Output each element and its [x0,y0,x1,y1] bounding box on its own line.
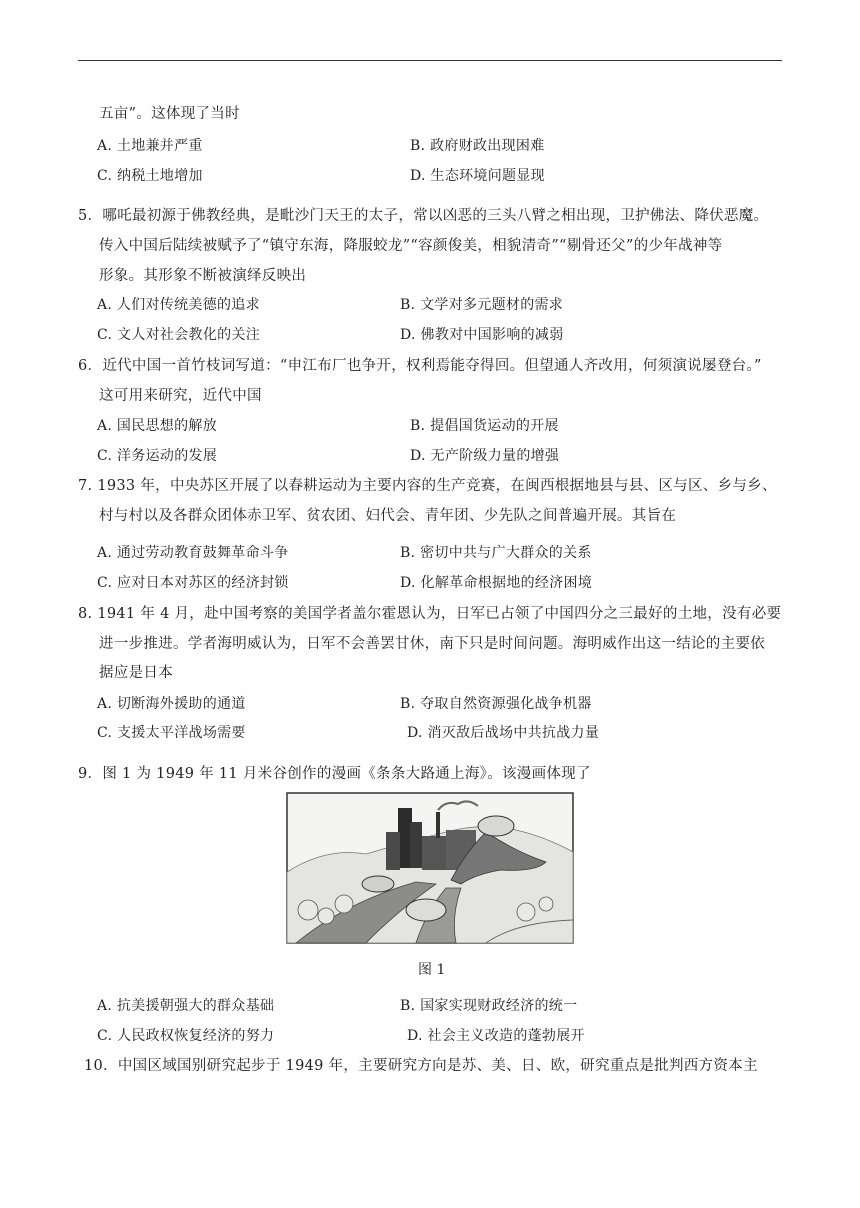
q7-stem-line1: 7. 1933 年，中央苏区开展了以春耕运动为主要内容的生产竞赛，在闽西根据地县与县、区与区、乡与乡、 [78,478,777,494]
q5-stem-line3: 形象。其形象不断被演绎反映出 [99,268,307,284]
q7-option-a[interactable]: A. 通过劳动教育鼓舞革命斗争 [97,545,289,561]
q5-option-a[interactable]: A. 人们对传统美德的追求 [97,297,260,313]
q6-option-b[interactable]: B. 提倡国货运动的开展 [410,418,559,434]
q10-stem-line1: 10．中国区域国别研究起步于 1949 年，主要研究方向是苏、美、日、欧，研究重点是批判西方资本主 [84,1058,758,1074]
q7-option-b[interactable]: B. 密切中共与广大群众的关系 [400,545,592,561]
q5-stem-line1: 5．哪吒最初源于佛教经典，是毗沙门天王的太子，常以凶恶的三头八臂之相出现，卫护佛法、降伏恶魔。 [78,208,769,224]
q6-stem-line2: 这可用来研究，近代中国 [99,388,262,404]
q9-option-b[interactable]: B. 国家实现财政经济的统一 [400,998,578,1014]
q8-stem-line1: 8. 1941 年 4 月，赴中国考察的美国学者盖尔霍恩认为，日军已占领了中国四分之三最好的土地，没有必要 [78,606,782,622]
header-rule [78,60,782,61]
cartoon-figure [286,792,574,944]
q4-option-c[interactable]: C. 纳税土地增加 [97,168,203,184]
q5-option-c[interactable]: C. 文人对社会教化的关注 [97,327,261,343]
q6-stem-line1: 6．近代中国一首竹枝词写道：“申江布厂也争开，权利焉能夺得回。但望通人齐改用，何须演说屡登台。” [78,358,762,374]
q7-option-c[interactable]: C. 应对日本对苏区的经济封锁 [97,575,289,591]
q5-option-d[interactable]: D. 佛教对中国影响的减弱 [400,327,564,343]
q8-stem-line3: 据应是日本 [99,665,173,681]
figure-caption: 图 1 [418,962,446,978]
q8-stem-line2: 进一步推进。学者海明威认为，日军不会善罢甘休，南下只是时间问题。海明威作出这一结论的主要依 [99,636,765,652]
q4-option-d[interactable]: D. 生态环境问题显现 [410,168,545,184]
q5-option-b[interactable]: B. 文学对多元题材的需求 [400,297,564,313]
q8-option-a[interactable]: A. 切断海外援助的通道 [97,696,246,712]
q6-option-d[interactable]: D. 无产阶级力量的增强 [410,448,560,464]
q9-option-d[interactable]: D. 社会主义改造的蓬勃展开 [407,1028,585,1044]
q4-stem-tail: 五亩”。这体现了当时 [99,106,240,122]
q6-option-a[interactable]: A. 国民思想的解放 [97,418,218,434]
q7-stem-line2: 村与村以及各群众团体赤卫军、贫农团、妇代会、青年团、少先队之间普遍开展。其旨在 [99,508,677,524]
q9-option-a[interactable]: A. 抗美援朝强大的群众基础 [97,998,275,1014]
q6-option-c[interactable]: C. 洋务运动的发展 [97,448,218,464]
q9-stem-line1: 9．图 1 为 1949 年 11 月米谷创作的漫画《条条大路通上海》。该漫画体现了 [78,766,591,782]
q4-option-a[interactable]: A. 土地兼并严重 [97,138,203,154]
q8-option-d[interactable]: D. 消灭敌后战场中共抗战力量 [407,725,600,741]
q7-option-d[interactable]: D. 化解革命根据地的经济困境 [400,575,593,591]
q4-option-b[interactable]: B. 政府财政出现困难 [410,138,545,154]
q9-option-c[interactable]: C. 人民政权恢复经济的努力 [97,1028,275,1044]
q8-option-c[interactable]: C. 支援太平洋战场需要 [97,725,246,741]
q5-stem-line2: 传入中国后陆续被赋予了“镇守东海，降服蛟龙”“容颜俊美，相貌清奇”“剔骨还父”的少年战神等 [99,238,723,254]
q8-option-b[interactable]: B. 夺取自然资源强化战争机器 [400,696,592,712]
